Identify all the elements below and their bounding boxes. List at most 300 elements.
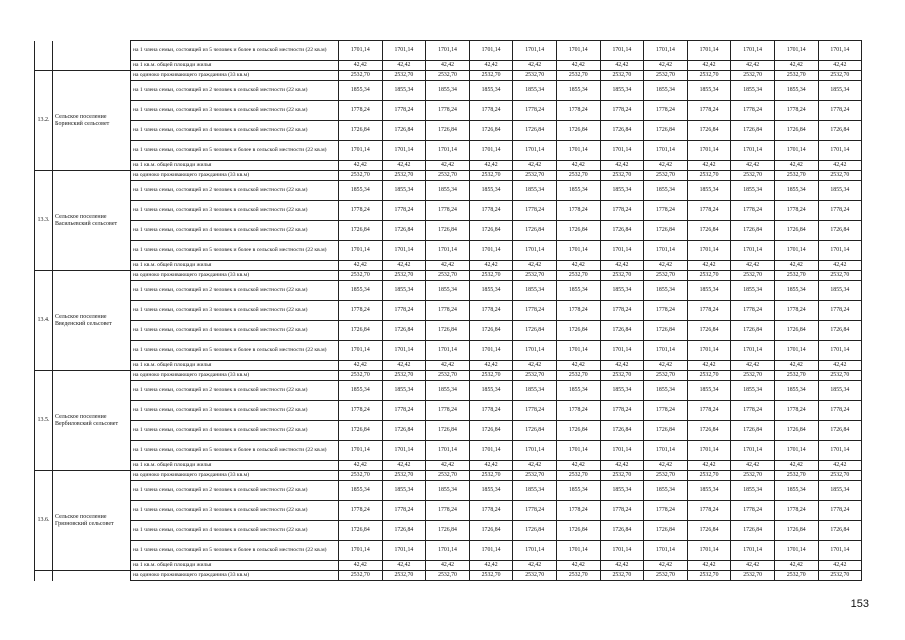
value-cell: 42,42 xyxy=(426,61,470,71)
value-cell: 42,42 xyxy=(774,261,818,271)
value-cell: 1778,24 xyxy=(339,401,383,421)
value-cell: 1855,34 xyxy=(687,381,731,401)
value-cell: 1701,14 xyxy=(469,441,513,461)
row-label: на 1 члена семьи, состоящей из 4 человек в сельской местности (22 кв.м) xyxy=(131,321,339,341)
value-cell: 2532,70 xyxy=(600,571,644,581)
value-cell: 2532,70 xyxy=(644,271,688,281)
table-row xyxy=(35,241,862,261)
value-cell: 1726,84 xyxy=(644,321,688,341)
value-cell: 1778,24 xyxy=(382,201,426,221)
value-cell: 2532,70 xyxy=(818,71,862,81)
value-cell: 2532,70 xyxy=(818,171,862,181)
value-cell: 1701,14 xyxy=(600,541,644,561)
value-cell: 1855,34 xyxy=(382,281,426,301)
value-cell: 1778,24 xyxy=(731,301,775,321)
value-cell: 1726,84 xyxy=(774,221,818,241)
value-cell: 42,42 xyxy=(556,161,600,171)
value-cell: 42,42 xyxy=(818,561,862,571)
value-cell: 1701,14 xyxy=(644,541,688,561)
value-cell: 42,42 xyxy=(687,461,731,471)
value-cell: 1701,14 xyxy=(469,541,513,561)
value-cell: 42,42 xyxy=(774,561,818,571)
row-label: на 1 члена семьи, состоящей из 3 человек в сельской местности (22 кв.м) xyxy=(131,401,339,421)
table-row xyxy=(35,521,862,541)
value-cell: 1778,24 xyxy=(818,401,862,421)
value-cell: 1726,84 xyxy=(600,321,644,341)
value-cell: 1855,34 xyxy=(818,81,862,101)
value-cell: 42,42 xyxy=(644,461,688,471)
value-cell: 2532,70 xyxy=(774,471,818,481)
value-cell: 42,42 xyxy=(469,561,513,571)
value-cell: 1778,24 xyxy=(382,301,426,321)
value-cell: 1701,14 xyxy=(600,241,644,261)
value-cell: 2532,70 xyxy=(774,171,818,181)
value-cell: 1701,14 xyxy=(687,541,731,561)
value-cell: 1701,14 xyxy=(513,341,557,361)
value-cell: 1701,14 xyxy=(731,241,775,261)
value-cell: 1855,34 xyxy=(382,481,426,501)
value-cell: 2532,70 xyxy=(774,571,818,581)
tariff-table xyxy=(34,40,862,581)
value-cell: 2532,70 xyxy=(774,271,818,281)
value-cell: 1701,14 xyxy=(644,341,688,361)
value-cell: 1778,24 xyxy=(469,301,513,321)
value-cell: 1726,84 xyxy=(426,321,470,341)
value-cell: 1726,84 xyxy=(731,121,775,141)
value-cell: 42,42 xyxy=(731,561,775,571)
value-cell: 42,42 xyxy=(513,461,557,471)
value-cell: 1701,14 xyxy=(513,141,557,161)
value-cell: 42,42 xyxy=(513,161,557,171)
value-cell: 1726,84 xyxy=(426,221,470,241)
value-cell: 1701,14 xyxy=(687,341,731,361)
value-cell: 1726,84 xyxy=(600,221,644,241)
value-cell: 42,42 xyxy=(339,361,383,371)
value-cell: 42,42 xyxy=(774,461,818,471)
value-cell: 42,42 xyxy=(469,361,513,371)
row-label: на 1 кв.м. общей площади жилья xyxy=(131,461,339,471)
value-cell: 1855,34 xyxy=(339,381,383,401)
value-cell: 2532,70 xyxy=(426,271,470,281)
value-cell: 1855,34 xyxy=(426,481,470,501)
value-cell: 42,42 xyxy=(382,361,426,371)
value-cell: 42,42 xyxy=(644,161,688,171)
value-cell: 1778,24 xyxy=(513,401,557,421)
value-cell: 2532,70 xyxy=(818,271,862,281)
value-cell: 1701,14 xyxy=(513,41,557,61)
value-cell: 1726,84 xyxy=(469,421,513,441)
value-cell: 1701,14 xyxy=(426,541,470,561)
table-row xyxy=(35,71,862,81)
value-cell: 1855,34 xyxy=(687,281,731,301)
value-cell: 1726,84 xyxy=(818,521,862,541)
value-cell: 42,42 xyxy=(687,561,731,571)
value-cell: 1701,14 xyxy=(382,441,426,461)
value-cell: 1701,14 xyxy=(644,41,688,61)
value-cell: 1701,14 xyxy=(339,541,383,561)
value-cell: 42,42 xyxy=(556,61,600,71)
row-label: на 1 члена семьи, состоящей из 4 человек в сельской местности (22 кв.м) xyxy=(131,121,339,141)
value-cell: 1726,84 xyxy=(687,421,731,441)
value-cell: 1855,34 xyxy=(774,181,818,201)
row-label: на одиноко проживающего гражданина (33 кв.м) xyxy=(131,471,339,481)
value-cell: 42,42 xyxy=(382,61,426,71)
value-cell: 1778,24 xyxy=(774,401,818,421)
value-cell: 1726,84 xyxy=(644,121,688,141)
value-cell: 1726,84 xyxy=(687,121,731,141)
value-cell: 2532,70 xyxy=(731,271,775,281)
row-label: на 1 члена семьи, состоящей из 2 человек в сельской местности (22 кв.м) xyxy=(131,481,339,501)
value-cell: 1701,14 xyxy=(469,241,513,261)
value-cell: 1701,14 xyxy=(687,41,731,61)
value-cell: 1701,14 xyxy=(556,141,600,161)
value-cell: 1778,24 xyxy=(687,501,731,521)
value-cell: 1855,34 xyxy=(426,81,470,101)
value-cell: 1855,34 xyxy=(513,281,557,301)
value-cell: 42,42 xyxy=(426,561,470,571)
value-cell: 1701,14 xyxy=(818,341,862,361)
value-cell: 1701,14 xyxy=(600,41,644,61)
value-cell: 42,42 xyxy=(339,61,383,71)
value-cell: 1855,34 xyxy=(687,81,731,101)
value-cell: 1778,24 xyxy=(556,301,600,321)
value-cell: 42,42 xyxy=(644,261,688,271)
value-cell: 1855,34 xyxy=(426,181,470,201)
value-cell: 1855,34 xyxy=(600,281,644,301)
value-cell: 42,42 xyxy=(687,61,731,71)
row-label: на 1 члена семьи, состоящей из 5 человек и более в сельской местности (22 кв.м) xyxy=(131,141,339,161)
table-row xyxy=(35,261,862,271)
value-cell: 1701,14 xyxy=(556,541,600,561)
value-cell: 1855,34 xyxy=(731,281,775,301)
value-cell: 1855,34 xyxy=(426,381,470,401)
value-cell: 1701,14 xyxy=(687,241,731,261)
value-cell: 1726,84 xyxy=(600,521,644,541)
value-cell: 1778,24 xyxy=(600,501,644,521)
value-cell: 42,42 xyxy=(687,161,731,171)
value-cell: 1855,34 xyxy=(469,81,513,101)
value-cell: 1778,24 xyxy=(687,201,731,221)
value-cell: 1778,24 xyxy=(426,501,470,521)
value-cell: 42,42 xyxy=(644,561,688,571)
table-row xyxy=(35,101,862,121)
value-cell: 1855,34 xyxy=(774,81,818,101)
value-cell: 2532,70 xyxy=(426,471,470,481)
value-cell: 42,42 xyxy=(513,261,557,271)
row-label: на 1 члена семьи, состоящей из 5 человек и более в сельской местности (22 кв.м) xyxy=(131,341,339,361)
value-cell: 1701,14 xyxy=(774,141,818,161)
row-label: на 1 члена семьи, состоящей из 2 человек в сельской местности (22 кв.м) xyxy=(131,281,339,301)
value-cell: 1701,14 xyxy=(339,441,383,461)
value-cell: 1726,84 xyxy=(382,221,426,241)
value-cell: 1778,24 xyxy=(382,501,426,521)
value-cell: 42,42 xyxy=(382,161,426,171)
value-cell: 1701,14 xyxy=(818,41,862,61)
section-number: 13.4. xyxy=(35,271,53,371)
table-row xyxy=(35,471,862,481)
value-cell: 1701,14 xyxy=(513,541,557,561)
value-cell: 1701,14 xyxy=(600,441,644,461)
section-number: 13.2. xyxy=(35,71,53,171)
value-cell: 42,42 xyxy=(818,61,862,71)
value-cell: 1778,24 xyxy=(600,101,644,121)
value-cell: 2532,70 xyxy=(556,371,600,381)
value-cell: 1778,24 xyxy=(513,501,557,521)
value-cell: 1778,24 xyxy=(469,101,513,121)
value-cell: 1778,24 xyxy=(644,301,688,321)
table-row xyxy=(35,321,862,341)
value-cell: 2532,70 xyxy=(644,571,688,581)
value-cell: 1701,14 xyxy=(818,241,862,261)
value-cell: 1726,84 xyxy=(339,121,383,141)
value-cell: 1726,84 xyxy=(774,321,818,341)
value-cell: 1726,84 xyxy=(469,321,513,341)
value-cell: 42,42 xyxy=(687,361,731,371)
row-label: на одиноко проживающего гражданина (33 кв.м) xyxy=(131,171,339,181)
value-cell: 2532,70 xyxy=(382,371,426,381)
value-cell: 1855,34 xyxy=(687,481,731,501)
value-cell: 2532,70 xyxy=(600,171,644,181)
value-cell: 1701,14 xyxy=(339,41,383,61)
value-cell: 1726,84 xyxy=(382,121,426,141)
value-cell: 2532,70 xyxy=(818,471,862,481)
value-cell: 42,42 xyxy=(513,361,557,371)
value-cell: 1855,34 xyxy=(513,381,557,401)
value-cell: 1855,34 xyxy=(687,181,731,201)
value-cell: 1778,24 xyxy=(600,201,644,221)
row-label: на 1 кв.м. общей площади жилья xyxy=(131,161,339,171)
value-cell: 1726,84 xyxy=(600,421,644,441)
value-cell: 1726,84 xyxy=(731,521,775,541)
value-cell: 2532,70 xyxy=(469,71,513,81)
value-cell: 1701,14 xyxy=(731,41,775,61)
value-cell: 42,42 xyxy=(556,461,600,471)
value-cell: 1726,84 xyxy=(774,421,818,441)
table-row xyxy=(35,541,862,561)
value-cell: 1726,84 xyxy=(339,321,383,341)
value-cell: 1701,14 xyxy=(687,141,731,161)
value-cell: 1855,34 xyxy=(774,481,818,501)
value-cell: 1778,24 xyxy=(774,201,818,221)
value-cell: 1701,14 xyxy=(382,141,426,161)
value-cell: 1726,84 xyxy=(469,221,513,241)
value-cell: 1778,24 xyxy=(600,301,644,321)
value-cell: 1701,14 xyxy=(382,341,426,361)
value-cell: 2532,70 xyxy=(339,371,383,381)
value-cell: 1726,84 xyxy=(382,321,426,341)
value-cell: 1701,14 xyxy=(382,41,426,61)
value-cell: 42,42 xyxy=(426,461,470,471)
value-cell: 1855,34 xyxy=(426,281,470,301)
value-cell: 1701,14 xyxy=(818,541,862,561)
value-cell: 1855,34 xyxy=(818,281,862,301)
value-cell: 42,42 xyxy=(382,561,426,571)
value-cell: 1701,14 xyxy=(426,141,470,161)
value-cell: 1778,24 xyxy=(426,101,470,121)
value-cell: 2532,70 xyxy=(600,271,644,281)
value-cell: 2532,70 xyxy=(469,571,513,581)
value-cell: 1855,34 xyxy=(339,81,383,101)
value-cell: 1855,34 xyxy=(818,381,862,401)
row-label: на 1 члена семьи, состоящей из 3 человек в сельской местности (22 кв.м) xyxy=(131,501,339,521)
value-cell: 2532,70 xyxy=(469,271,513,281)
value-cell: 1701,14 xyxy=(818,441,862,461)
value-cell: 2532,70 xyxy=(382,171,426,181)
value-cell: 2532,70 xyxy=(687,471,731,481)
value-cell: 2532,70 xyxy=(731,371,775,381)
table-row xyxy=(35,281,862,301)
value-cell: 2532,70 xyxy=(687,571,731,581)
value-cell: 1855,34 xyxy=(600,381,644,401)
value-cell: 1855,34 xyxy=(382,181,426,201)
value-cell: 42,42 xyxy=(644,361,688,371)
value-cell: 1855,34 xyxy=(513,481,557,501)
value-cell: 2532,70 xyxy=(600,371,644,381)
value-cell: 1855,34 xyxy=(600,181,644,201)
value-cell: 1855,34 xyxy=(556,281,600,301)
value-cell: 1778,24 xyxy=(426,401,470,421)
value-cell: 1701,14 xyxy=(339,241,383,261)
value-cell: 1855,34 xyxy=(774,381,818,401)
value-cell: 1701,14 xyxy=(382,241,426,261)
value-cell: 1778,24 xyxy=(818,201,862,221)
value-cell: 2532,70 xyxy=(469,471,513,481)
row-label: на 1 члена семьи, состоящей из 3 человек в сельской местности (22 кв.м) xyxy=(131,201,339,221)
value-cell: 2532,70 xyxy=(513,471,557,481)
value-cell: 2532,70 xyxy=(339,271,383,281)
table-row xyxy=(35,361,862,371)
value-cell: 1701,14 xyxy=(644,441,688,461)
value-cell: 1855,34 xyxy=(600,81,644,101)
section-number: 13.6. xyxy=(35,471,53,571)
value-cell: 42,42 xyxy=(818,161,862,171)
value-cell: 1726,84 xyxy=(731,321,775,341)
value-cell: 42,42 xyxy=(382,461,426,471)
value-cell: 42,42 xyxy=(600,61,644,71)
value-cell: 2532,70 xyxy=(600,471,644,481)
table-row xyxy=(35,221,862,241)
table-row xyxy=(35,441,862,461)
value-cell: 1855,34 xyxy=(731,381,775,401)
value-cell: 1726,84 xyxy=(426,421,470,441)
value-cell: 1855,34 xyxy=(644,181,688,201)
value-cell: 1701,14 xyxy=(426,441,470,461)
value-cell: 1726,84 xyxy=(687,521,731,541)
value-cell: 1778,24 xyxy=(339,101,383,121)
value-cell: 2532,70 xyxy=(426,571,470,581)
table-row xyxy=(35,161,862,171)
row-label: на 1 члена семьи, состоящей из 4 человек в сельской местности (22 кв.м) xyxy=(131,521,339,541)
value-cell: 1726,84 xyxy=(382,521,426,541)
table-row xyxy=(35,371,862,381)
value-cell: 1778,24 xyxy=(556,201,600,221)
value-cell: 42,42 xyxy=(687,261,731,271)
row-label: на 1 члена семьи, состоящей из 2 человек в сельской местности (22 кв.м) xyxy=(131,181,339,201)
value-cell: 1726,84 xyxy=(513,521,557,541)
section-number: 13.3. xyxy=(35,171,53,271)
value-cell: 1701,14 xyxy=(339,341,383,361)
value-cell: 1701,14 xyxy=(556,441,600,461)
value-cell: 42,42 xyxy=(469,461,513,471)
value-cell: 1855,34 xyxy=(339,481,383,501)
value-cell: 42,42 xyxy=(426,161,470,171)
row-label: на 1 члена семьи, состоящей из 2 человек в сельской местности (22 кв.м) xyxy=(131,381,339,401)
value-cell: 1855,34 xyxy=(339,181,383,201)
value-cell: 1855,34 xyxy=(382,81,426,101)
value-cell: 2532,70 xyxy=(731,71,775,81)
value-cell: 42,42 xyxy=(513,561,557,571)
value-cell: 1726,84 xyxy=(339,521,383,541)
value-cell: 2532,70 xyxy=(556,271,600,281)
value-cell: 1778,24 xyxy=(382,401,426,421)
value-cell: 1701,14 xyxy=(731,341,775,361)
settlement-name: Сельское поселение Боринский сельсовет xyxy=(53,71,131,171)
value-cell: 42,42 xyxy=(731,61,775,71)
value-cell: 1855,34 xyxy=(469,281,513,301)
settlement-name: Сельское поселение Васильевский сельсовет xyxy=(53,171,131,271)
value-cell: 1726,84 xyxy=(469,521,513,541)
value-cell: 1855,34 xyxy=(818,481,862,501)
value-cell: 1701,14 xyxy=(513,241,557,261)
section-number: 13.5. xyxy=(35,371,53,471)
row-label: на 1 кв.м. общей площади жилья xyxy=(131,361,339,371)
value-cell: 1855,34 xyxy=(644,381,688,401)
table-row xyxy=(35,81,862,101)
value-cell: 1778,24 xyxy=(644,401,688,421)
empty-index-cell xyxy=(35,571,53,581)
value-cell: 1778,24 xyxy=(556,401,600,421)
value-cell: 1778,24 xyxy=(731,501,775,521)
table-row xyxy=(35,121,862,141)
table-row xyxy=(35,181,862,201)
value-cell: 42,42 xyxy=(339,261,383,271)
row-label: на 1 члена семьи, состоящей из 4 человек в сельской местности (22 кв.м) xyxy=(131,221,339,241)
settlement-name: Сельское поселение Введенский сельсовет xyxy=(53,271,131,371)
value-cell: 1726,84 xyxy=(556,121,600,141)
value-cell: 1778,24 xyxy=(774,101,818,121)
empty-name-cell xyxy=(53,61,131,71)
value-cell: 2532,70 xyxy=(556,71,600,81)
value-cell: 1778,24 xyxy=(818,101,862,121)
row-label: на 1 члена семьи, состоящей из 3 человек в сельской местности (22 кв.м) xyxy=(131,301,339,321)
value-cell: 42,42 xyxy=(600,561,644,571)
value-cell: 2532,70 xyxy=(644,371,688,381)
value-cell: 42,42 xyxy=(513,61,557,71)
value-cell: 42,42 xyxy=(774,161,818,171)
value-cell: 1726,84 xyxy=(513,121,557,141)
value-cell: 1778,24 xyxy=(426,301,470,321)
value-cell: 1726,84 xyxy=(731,221,775,241)
value-cell: 1726,84 xyxy=(513,421,557,441)
page-number: 153 xyxy=(850,598,869,610)
value-cell: 1726,84 xyxy=(513,321,557,341)
value-cell: 2532,70 xyxy=(687,171,731,181)
value-cell: 2532,70 xyxy=(513,271,557,281)
value-cell: 1778,24 xyxy=(513,301,557,321)
value-cell: 42,42 xyxy=(556,361,600,371)
value-cell: 1855,34 xyxy=(382,381,426,401)
value-cell: 1726,84 xyxy=(556,521,600,541)
value-cell: 1701,14 xyxy=(600,341,644,361)
row-label: на 1 члена семьи, состоящей из 3 человек в сельской местности (22 кв.м) xyxy=(131,101,339,121)
value-cell: 2532,70 xyxy=(687,371,731,381)
row-label: на одиноко проживающего гражданина (33 кв.м) xyxy=(131,271,339,281)
value-cell: 2532,70 xyxy=(644,71,688,81)
value-cell: 2532,70 xyxy=(644,471,688,481)
value-cell: 1726,84 xyxy=(426,121,470,141)
value-cell: 1726,84 xyxy=(513,221,557,241)
value-cell: 1778,24 xyxy=(556,501,600,521)
